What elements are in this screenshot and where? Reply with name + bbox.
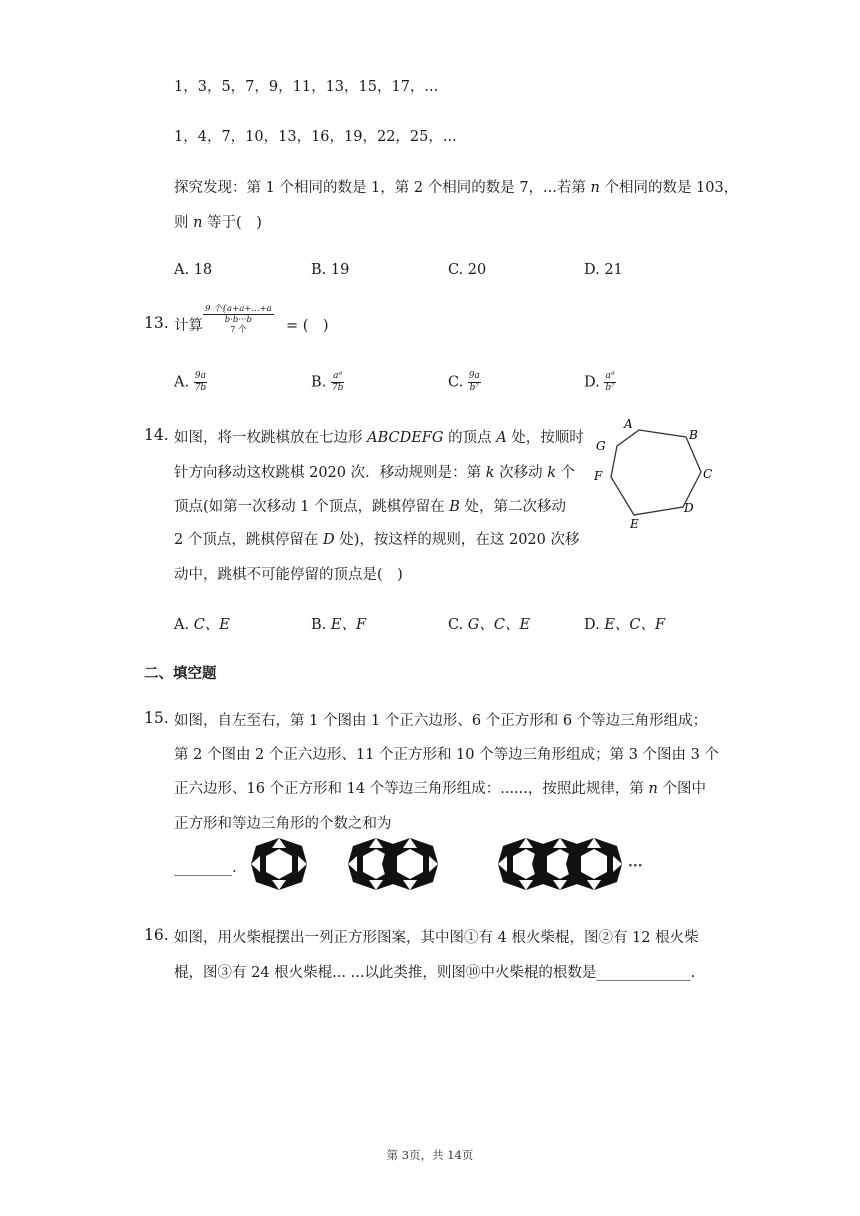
q14-line-1: 如图，将一枚跳棋放在七边形 ABCDEFG 的顶点 A 处，按顺时 (174, 430, 584, 446)
q13-suffix: = ( ) (286, 318, 329, 334)
q15-number: 15. (144, 709, 169, 727)
q16-line-1: 如图，用火柴棍摆出一列正方形图案，其中图①有 4 根火柴棍，图②有 12 根火柴 (174, 930, 699, 946)
section-title-fill-in: 二、填空题 (144, 666, 217, 682)
q13-expression (203, 304, 274, 335)
q15-line-4: 正方形和等边三角形的个数之和为 (174, 816, 392, 832)
q14-line-2: 针方向移动这枚跳棋 2020 次．移动规则是：第 k 次移动 k 个 (174, 465, 576, 481)
vertex-label-c: C (703, 467, 713, 481)
q14-line-5: 动中，跳棋不可能停留的顶点是( ) (174, 567, 403, 583)
pattern-figure-3 (498, 836, 622, 892)
sequence-line-1: 1，3，5，7，9，11，13，15，17，... (174, 79, 439, 95)
q14-option-d: D. E、C、F (584, 617, 666, 633)
q13-option-b: B. $\frac{\text{a⁹}}{7b}$ (311, 371, 344, 393)
q13-stem: 计算 (174, 318, 203, 334)
q13-expression-denominator: b·b···b (224, 315, 252, 325)
q16-line-2: 棍，图③有 24 根火柴棍... ...以此类推，则图⑩中火柴棍的根数是_____________. (174, 965, 696, 981)
q14-number: 14. (144, 426, 169, 444)
q15-line-1: 如图，自左至右，第 1 个图由 1 个正六边形、6 个正方形和 6 个等边三角形组成； (174, 713, 708, 729)
heptagon-figure (590, 412, 720, 532)
q15-line-2: 第 2 个图由 2 个正六边形、11 个正方形和 10 个等边三角形组成；第 3 个图由 3 个 (174, 747, 720, 763)
q14-line-3: 顶点(如第一次移动 1 个顶点，跳棋停留在 B 处，第二次移动 (174, 499, 566, 515)
vertex-label-d: D (684, 501, 694, 515)
pattern-figure-1 (248, 836, 310, 892)
vertex-label-g: G (596, 439, 606, 453)
pattern-ellipsis: ··· (628, 858, 643, 874)
q12-stem-line-1: 探究发现：第 1 个相同的数是 1，第 2 个相同的数是 7，...若第 n 个相同的数是 103， (174, 180, 739, 196)
q14-option-c: C. G、C、E (448, 617, 531, 633)
vertex-label-b: B (689, 428, 698, 442)
pattern-figure-2 (348, 836, 438, 892)
q12-option-b: B. 19 (311, 262, 350, 278)
q13-option-a: A. $\frac{9a}{7b}$ (174, 371, 207, 393)
sequence-line-2: 1，4，7，10，13，16，19，22，25，... (174, 129, 457, 145)
q12-stem-line-2: 则 n 等于( ) (174, 215, 262, 231)
q14-option-a: A. C、E (174, 617, 230, 633)
page-footer: 第 3页，共 14页 (386, 1148, 474, 1162)
vertex-label-e: E (630, 517, 639, 531)
q13-option-d: D. $\frac{\text{a⁹}}{\text{b⁷}}$ (584, 371, 615, 393)
q12-option-a: A. 18 (174, 262, 213, 278)
q16-number: 16. (144, 926, 169, 944)
q13-option-c: C. $\frac{9a}{\text{b⁷}}$ (448, 371, 480, 393)
q13-expression-numerator: 9 个{a+a+...+a (205, 304, 272, 314)
q13-expression-count: 7 个 (230, 325, 247, 335)
vertex-label-f: F (594, 469, 603, 483)
q14-line-4: 2 个顶点，跳棋停留在 D 处)，按这样的规则，在这 2020 次移 (174, 532, 580, 548)
q12-option-d: D. 21 (584, 262, 623, 278)
pattern-unit (251, 838, 307, 890)
q15-line-3: 正六边形、16 个正方形和 14 个等边三角形组成：......，按照此规律，第 n 个图中 (174, 781, 706, 797)
vertex-label-a: A (624, 417, 633, 431)
q14-option-b: B. E、F (311, 617, 367, 633)
q15-answer-blank: ________. (174, 860, 237, 876)
q12-option-c: C. 20 (448, 262, 487, 278)
q13-number: 13. (144, 314, 169, 332)
